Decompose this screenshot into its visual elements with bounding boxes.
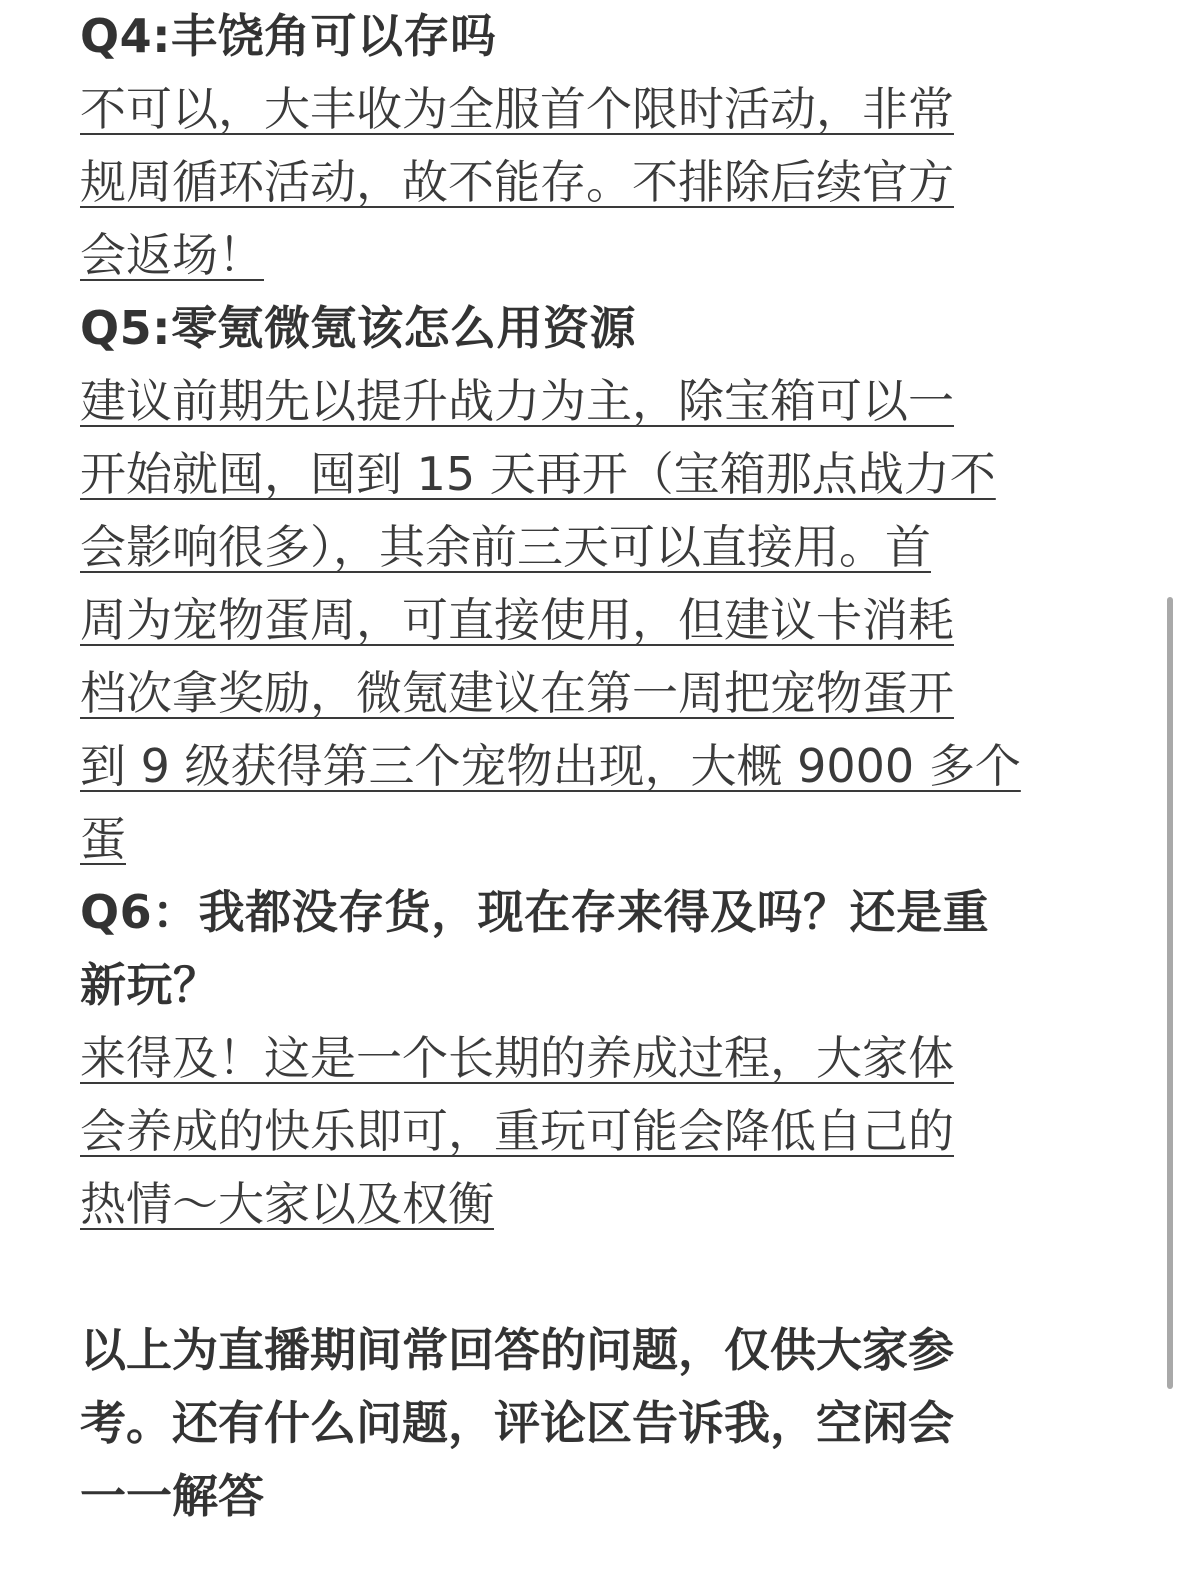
answer-q5-text-7: 蛋 [80,812,126,866]
article-body [80,0,1090,1533]
answer-q5-text-1: 建议前期先以提升战力为主，除宝箱可以一 [80,374,954,428]
answer-q5-text-2: 开始就囤，囤到 15 天再开（宝箱那点战力不 [80,447,996,501]
question-q5: Q5:零氪微氪该怎么用资源 [80,301,637,355]
answer-q4-line-3 [80,219,1090,292]
answer-q4-text-2: 规周循环活动，故不能存。不排除后续官方 [80,155,954,209]
question-q6-line-1: Q6：我都没存货，现在存来得及吗？还是重 [80,885,990,939]
answer-q6-line-1 [80,1022,1090,1095]
answer-q4-line-1 [80,73,1090,146]
answer-q5-text-5: 档次拿奖励，微氪建议在第一周把宠物蛋开 [80,666,954,720]
answer-q4-line-2 [80,146,1090,219]
answer-q6-text-3: 热情～大家以及权衡 [80,1177,494,1231]
vertical-scrollbar[interactable] [1167,597,1173,1389]
closing-line-3: 一一解答 [80,1469,264,1523]
closing-line-1: 以上为直播期间常回答的问题，仅供大家参 [80,1323,954,1377]
answer-q5-line-4 [80,584,1090,657]
answer-q4-text-1: 不可以，大丰收为全服首个限时活动，非常 [80,82,954,136]
answer-q5-line-2 [80,438,1090,511]
answer-q6-line-2 [80,1095,1090,1168]
answer-q5-text-3: 会影响很多），其余前三天可以直接用。首 [80,520,931,574]
answer-q5-line-3 [80,511,1090,584]
question-q4: Q4:丰饶角可以存吗 [80,9,497,63]
answer-q6-text-1: 来得及！这是一个长期的养成过程，大家体 [80,1031,954,1085]
answer-q4-text-3: 会返场！ [80,228,264,282]
answer-q5-text-4: 周为宠物蛋周，可直接使用，但建议卡消耗 [80,593,954,647]
answer-q6-text-2: 会养成的快乐即可，重玩可能会降低自己的 [80,1104,954,1158]
answer-q5-text-6: 到 9 级获得第三个宠物出现，大概 9000 多个 [80,739,1021,793]
question-q6-line-2: 新玩？ [80,958,220,1012]
answer-q6-line-3 [80,1168,1090,1241]
answer-q5-line-1 [80,365,1090,438]
answer-q5-line-7 [80,803,1090,876]
closing-line-2: 考。还有什么问题，评论区告诉我，空闲会 [80,1396,954,1450]
paragraph-spacer [80,1241,1090,1314]
answer-q5-line-6 [80,730,1090,803]
answer-q5-line-5 [80,657,1090,730]
